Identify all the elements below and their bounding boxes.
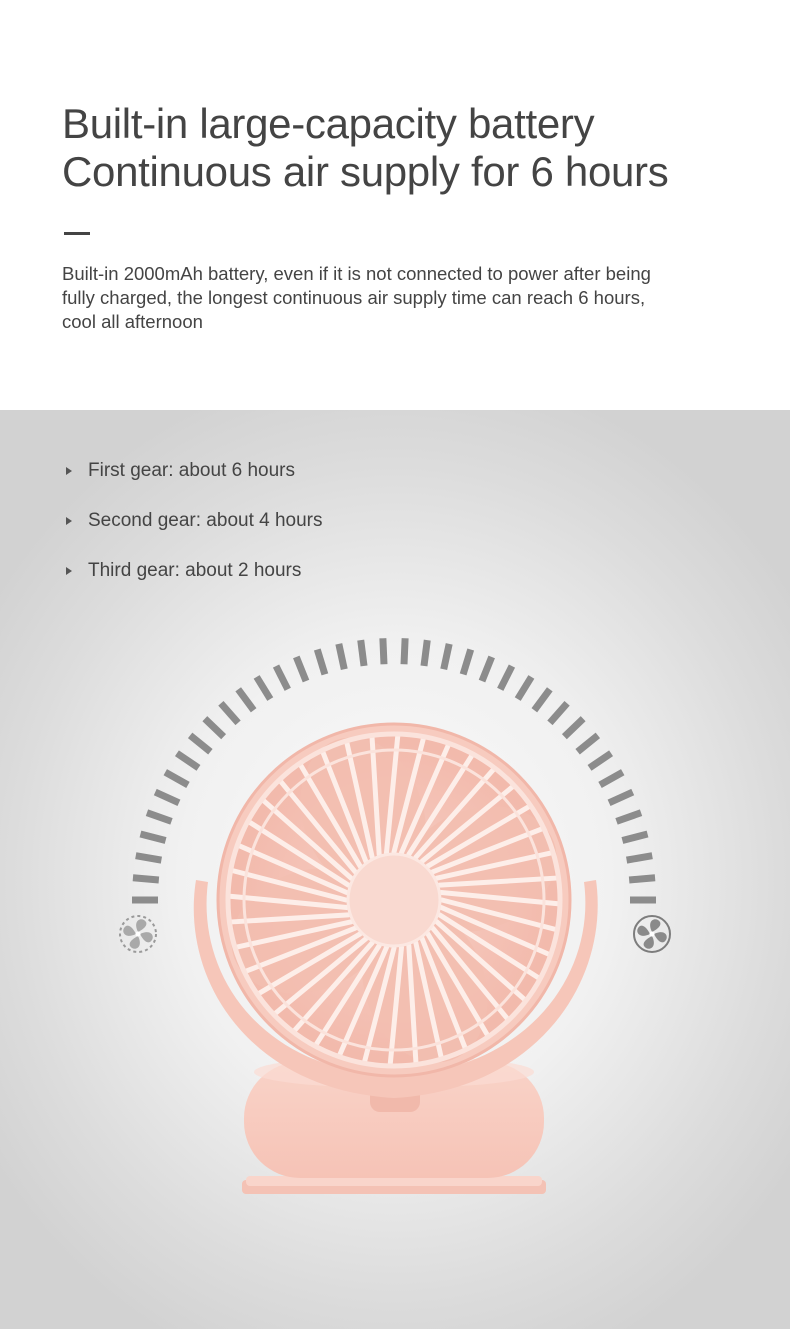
gauge-tick: [276, 666, 288, 689]
gear-label: Second gear: about 4 hours: [88, 510, 323, 531]
gauge-tick: [339, 644, 344, 669]
gauge-tick: [500, 666, 512, 689]
gauge-tick: [600, 772, 623, 785]
gauge-tick: [136, 856, 162, 860]
gauge-tick: [518, 677, 532, 699]
gauge-tick: [622, 834, 647, 841]
desk-fan-image: [194, 720, 598, 1194]
gauge-tick: [564, 719, 583, 737]
gauge-tick: [627, 856, 653, 860]
headline: [62, 100, 762, 196]
gauge-tick: [155, 792, 179, 803]
gauge-tick: [361, 640, 364, 666]
gauge-tick: [550, 703, 567, 723]
gauge-tick: [617, 813, 642, 822]
gauge-tick: [404, 638, 405, 664]
gauge-tick: [221, 703, 238, 723]
gauge-tick: [133, 878, 159, 880]
gauge-tick: [190, 735, 210, 751]
fan-high-icon: [634, 916, 670, 952]
gauge-tick: [463, 649, 471, 674]
gauge-tick: [257, 677, 271, 699]
gauge-tick: [317, 649, 325, 674]
gauge-tick: [140, 834, 165, 841]
gear-label: First gear: about 6 hours: [88, 460, 295, 481]
gauge-tick: [296, 657, 306, 681]
gauge-tick: [590, 753, 612, 768]
divider-dash: [64, 232, 90, 235]
headline-line-1: Built-in large-capacity battery: [62, 100, 595, 147]
product-illustration: [0, 410, 790, 1329]
header-section: [0, 0, 790, 410]
gauge-tick: [205, 719, 224, 737]
gauge-tick: [534, 689, 549, 710]
gauge-tick: [482, 657, 492, 681]
gauge-tick: [578, 735, 598, 751]
gear-label: Third gear: about 2 hours: [88, 560, 302, 581]
gauge-tick: [147, 813, 172, 822]
gauge-tick: [165, 772, 188, 785]
gauge-tick: [629, 878, 655, 880]
gauge-tick: [609, 792, 633, 803]
fan-low-icon: [120, 916, 156, 952]
description: Built-in 2000mAh battery, even if it is not connected to power after being fully charged, the longest continuous air supply time can reach 6 hours, cool all afternoon: [62, 263, 651, 332]
gauge-tick: [238, 689, 253, 710]
gauge-tick: [444, 644, 449, 669]
gauge-tick: [177, 753, 199, 768]
headline-line-2: Continuous air supply for 6 hours: [62, 148, 669, 195]
gauge-tick: [424, 640, 427, 666]
gauge-tick: [383, 638, 384, 664]
